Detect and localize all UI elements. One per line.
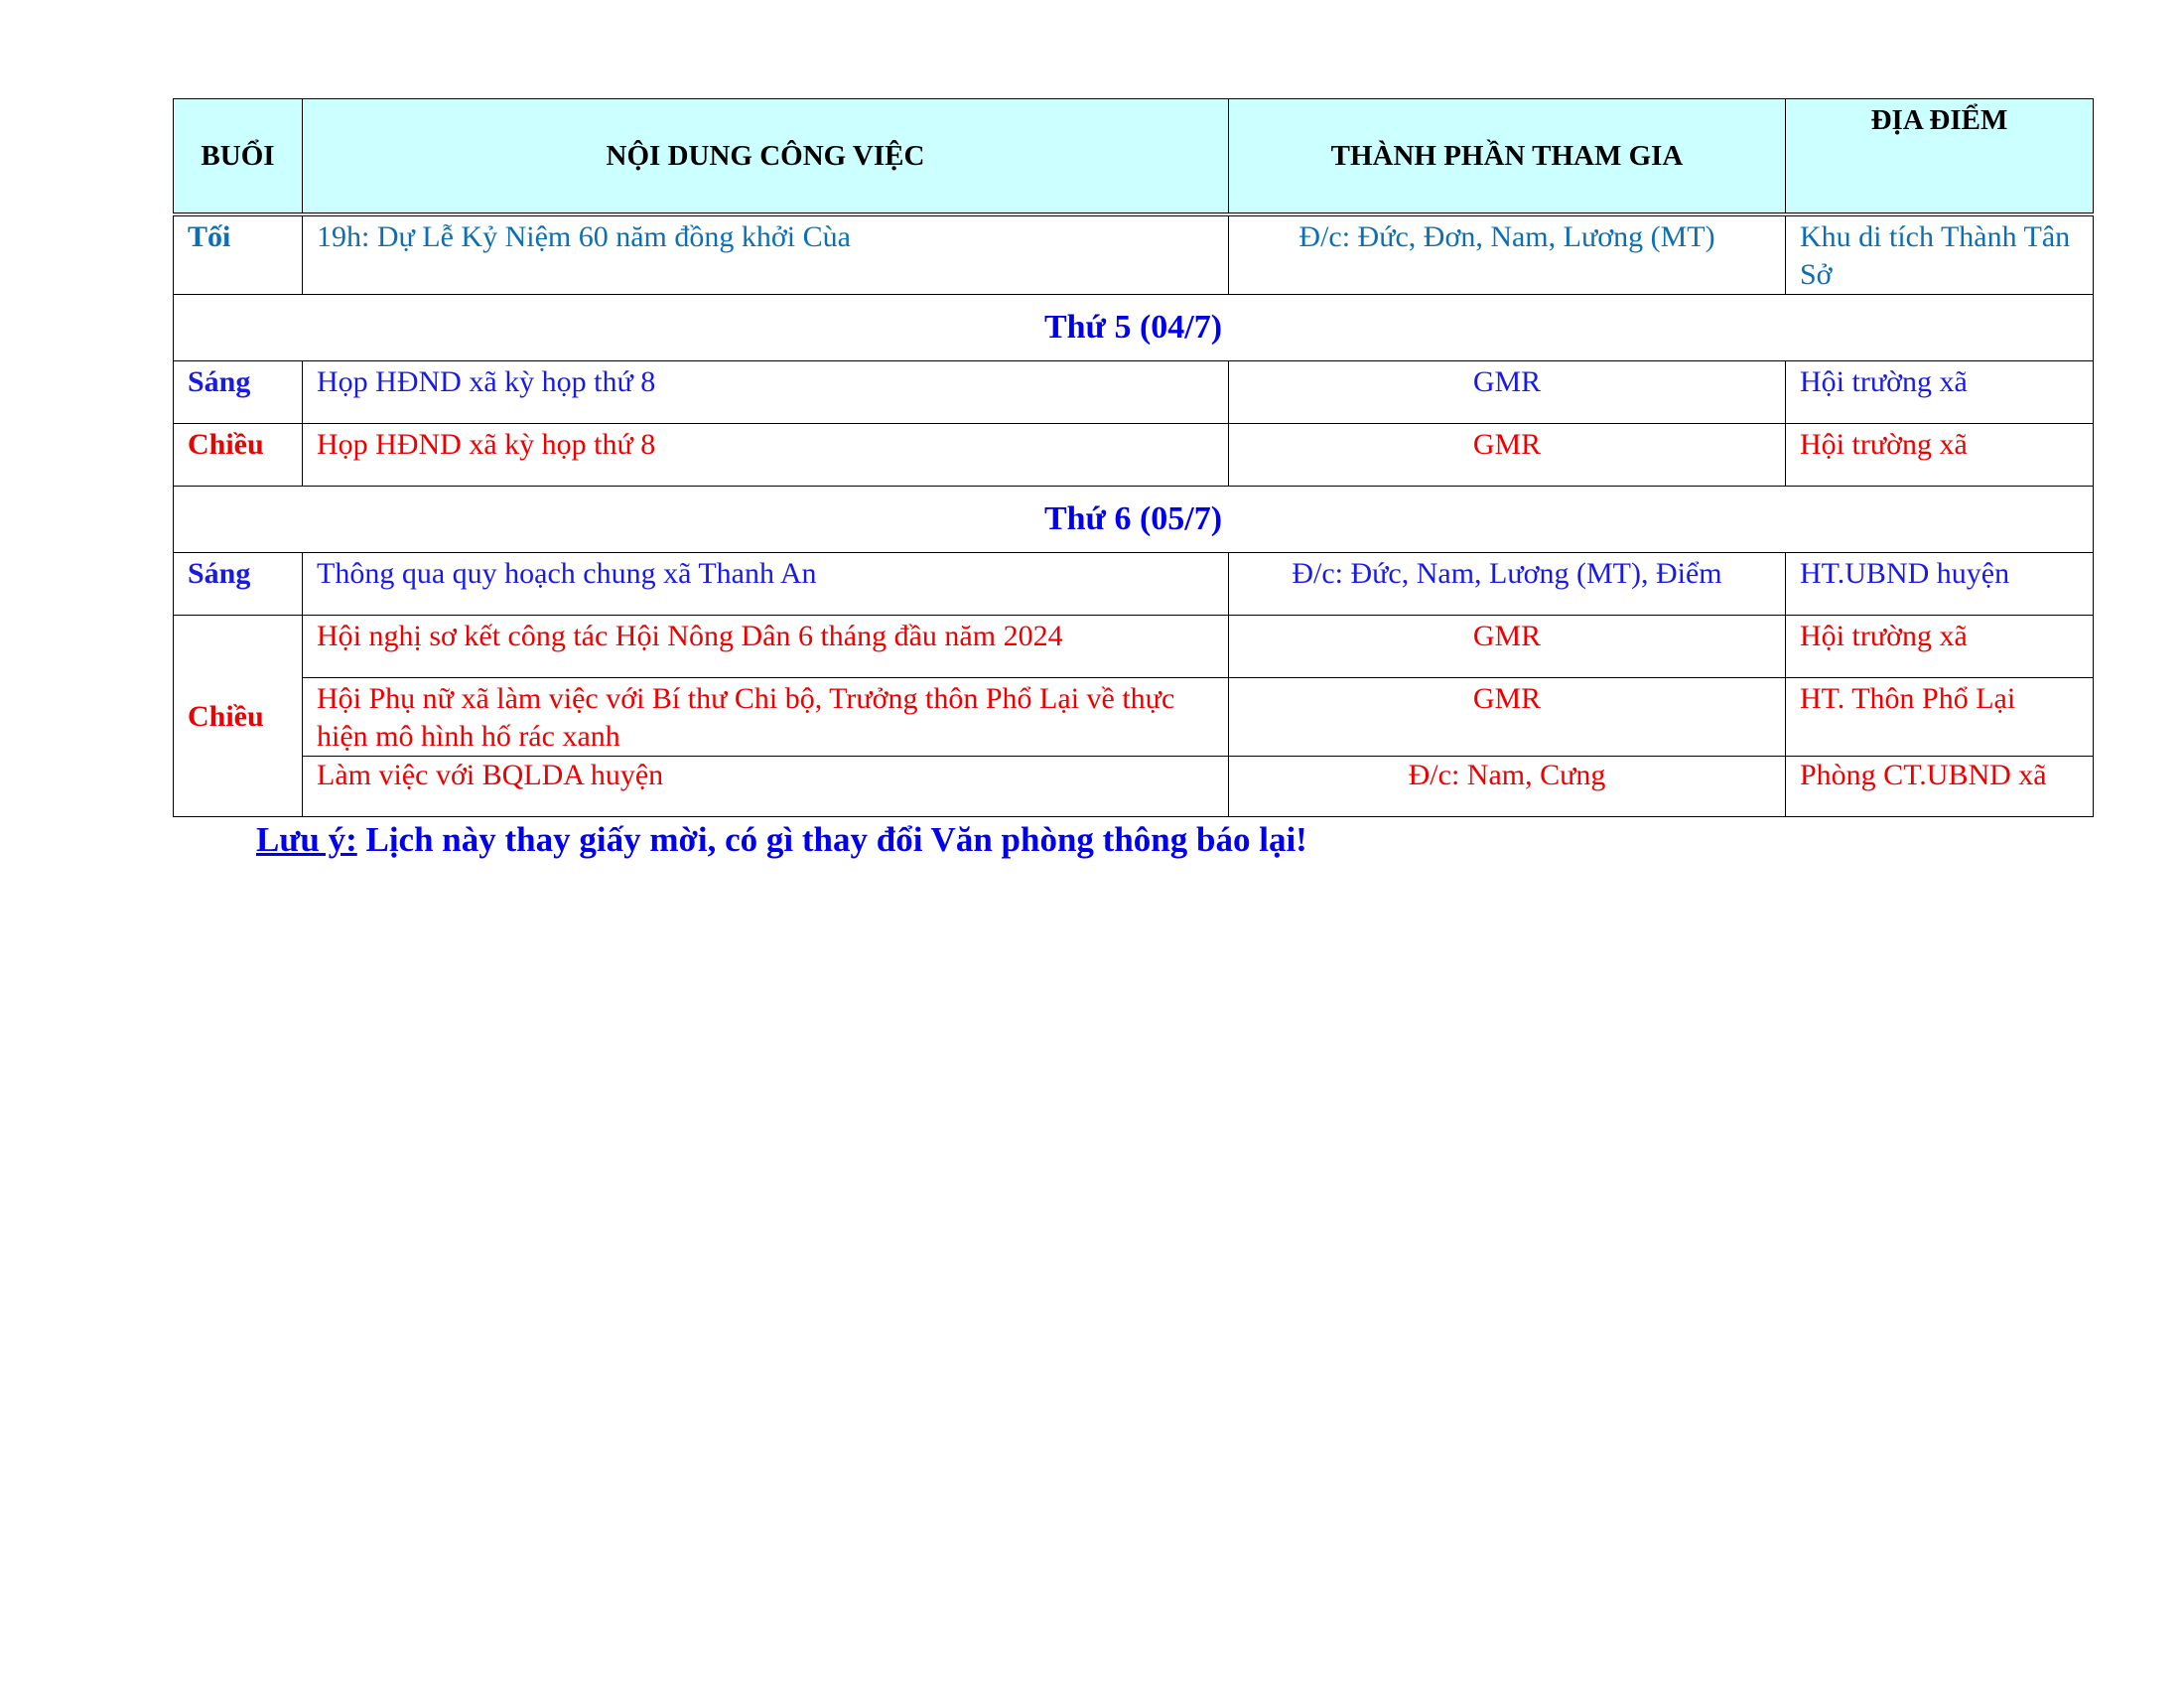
place-cell: Hội trường xã: [1786, 424, 2094, 487]
place-cell: HT. Thôn Phổ Lại: [1786, 678, 2094, 757]
content-cell: Họp HĐND xã kỳ họp thứ 8: [303, 361, 1229, 424]
day-heading-row: [174, 487, 2094, 553]
place-cell: Khu di tích Thành Tân Sở: [1786, 214, 2094, 295]
schedule-table: [173, 98, 2094, 817]
header-row: [174, 99, 2094, 215]
content-cell: Thông qua quy hoạch chung xã Thanh An: [303, 553, 1229, 616]
table-row: [174, 424, 2094, 487]
footer-note: [256, 820, 1307, 860]
content-cell: 19h: Dự Lễ Kỷ Niệm 60 năm đồng khởi Cùa: [303, 214, 1229, 295]
table-row: [174, 678, 2094, 757]
content-cell: Làm việc với BQLDA huyện: [303, 757, 1229, 817]
place-cell: Hội trường xã: [1786, 361, 2094, 424]
note-text: Lịch này thay giấy mời, có gì thay đổi Văn phòng thông báo lại!: [356, 820, 1307, 859]
header-session: BUỔI: [174, 99, 303, 215]
day-heading-row: [174, 295, 2094, 361]
table-row: [174, 616, 2094, 678]
session-label: Chiều: [174, 616, 303, 817]
content-cell: Hội nghị sơ kết công tác Hội Nông Dân 6 tháng đầu năm 2024: [303, 616, 1229, 678]
note-label: Lưu ý:: [256, 820, 357, 859]
table-row: [174, 361, 2094, 424]
session-label: Sáng: [174, 553, 303, 616]
participants-cell: GMR: [1229, 616, 1786, 678]
header-content: NỘI DUNG CÔNG VIỆC: [303, 99, 1229, 215]
place-cell: Hội trường xã: [1786, 616, 2094, 678]
table-row: [174, 553, 2094, 616]
participants-cell: GMR: [1229, 424, 1786, 487]
table-row: [174, 757, 2094, 817]
table-row: [174, 214, 2094, 295]
participants-cell: Đ/c: Đức, Nam, Lương (MT), Điểm: [1229, 553, 1786, 616]
header-place: ĐỊA ĐIỂM: [1786, 99, 2094, 215]
day-title: Thứ 5 (04/7): [174, 295, 2094, 361]
participants-cell: Đ/c: Nam, Cưng: [1229, 757, 1786, 817]
participants-cell: GMR: [1229, 678, 1786, 757]
session-label: Chiều: [174, 424, 303, 487]
place-cell: Phòng CT.UBND xã: [1786, 757, 2094, 817]
content-cell: Họp HĐND xã kỳ họp thứ 8: [303, 424, 1229, 487]
place-cell: HT.UBND huyện: [1786, 553, 2094, 616]
participants-cell: GMR: [1229, 361, 1786, 424]
session-label: Tối: [174, 214, 303, 295]
session-label: Sáng: [174, 361, 303, 424]
participants-cell: Đ/c: Đức, Đơn, Nam, Lương (MT): [1229, 214, 1786, 295]
header-participants: THÀNH PHẦN THAM GIA: [1229, 99, 1786, 215]
content-cell: Hội Phụ nữ xã làm việc với Bí thư Chi bộ, Trưởng thôn Phổ Lại về thực hiện mô hình hố rác xanh: [303, 678, 1229, 757]
day-title: Thứ 6 (05/7): [174, 487, 2094, 553]
